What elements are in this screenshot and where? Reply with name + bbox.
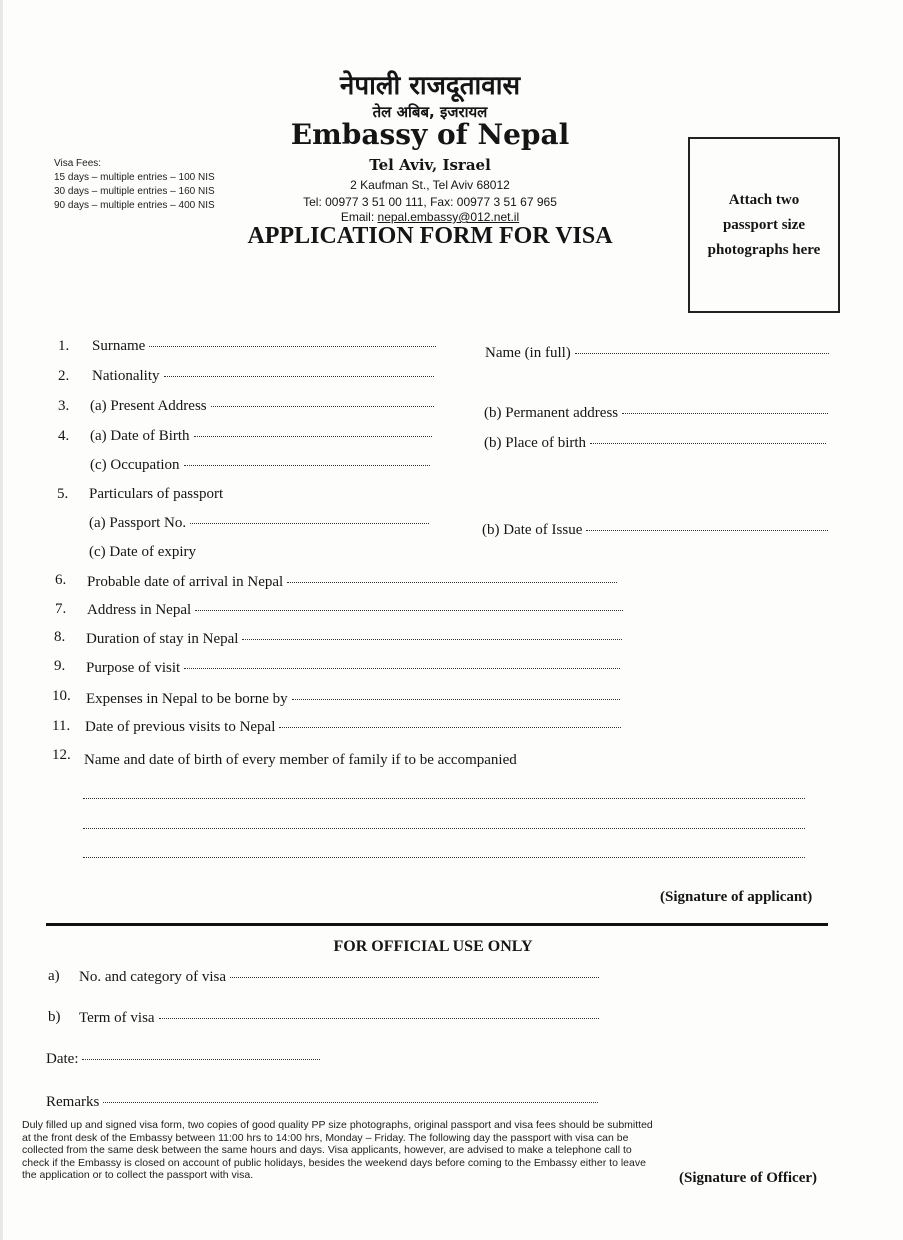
- item-number: 7.: [55, 601, 67, 617]
- name-full-field[interactable]: [485, 345, 829, 362]
- item-number: 8.: [54, 629, 66, 645]
- nationality-field[interactable]: [92, 368, 434, 385]
- submission-note: Duly filled up and signed visa form, two copies of good quality PP size photographs, original passport and visa fees should be submitted at the front desk of the Embassy between 11:00 hrs to 14:00 hrs, Monday – Friday. The following day the passport with visa can be collected from the same desk between the same hours and days. Visa applicants, however, are advised to make a telephone call to check if the Embassy is closed on account of public holidays, besides the weekend days before coming to the Embassy either to leave the application or to collect the passport with visa.: [22, 1119, 653, 1181]
- nationality-input[interactable]: [164, 375, 435, 377]
- form-title: APPLICATION FORM FOR VISA: [247, 223, 613, 249]
- passport-no-label: (a) Passport No.: [89, 515, 187, 531]
- arrival-field[interactable]: [87, 574, 617, 591]
- embassy-address: 2 Kaufman St., Tel Aviv 68012: [350, 178, 510, 192]
- previous-visits-field[interactable]: [85, 719, 621, 736]
- expenses-input[interactable]: [292, 698, 620, 700]
- arrival-input[interactable]: [287, 581, 617, 583]
- occupation-input[interactable]: [184, 464, 430, 466]
- name-full-label: Name (in full): [485, 345, 571, 361]
- item-number: 9.: [54, 658, 66, 674]
- remarks-input[interactable]: [103, 1101, 598, 1103]
- place-of-birth-label: (b) Place of birth: [484, 435, 587, 451]
- nepali-title: नेपाली राजदूतावास: [339, 71, 521, 101]
- item-number: 3.: [58, 398, 70, 414]
- occupation-label: (c) Occupation: [90, 457, 180, 473]
- official-item-letter: b): [48, 1009, 61, 1025]
- dob-label: (a) Date of Birth: [90, 428, 190, 444]
- item-number: 4.: [58, 428, 70, 444]
- page-edge: [0, 0, 3, 1240]
- email-label: Email:: [340, 210, 375, 224]
- official-date-label: Date:: [46, 1051, 79, 1067]
- place-of-birth-input[interactable]: [590, 442, 826, 444]
- item-number: 12.: [52, 747, 71, 763]
- nepali-city: तेल अबिब, इजरायल: [372, 103, 488, 121]
- embassy-telfax: Tel: 00977 3 51 00 111, Fax: 00977 3 51 67 965: [303, 195, 557, 209]
- term-input[interactable]: [159, 1017, 599, 1019]
- official-date-field[interactable]: [46, 1051, 320, 1068]
- occupation-field[interactable]: [90, 457, 430, 474]
- family-label: Name and date of birth of every member of family if to be accompanied: [84, 752, 517, 768]
- signature-officer: (Signature of Officer): [679, 1170, 818, 1186]
- duration-field[interactable]: [86, 631, 622, 648]
- dob-field[interactable]: [90, 428, 432, 445]
- nationality-label: Nationality: [92, 368, 160, 384]
- visa-fees: [54, 157, 215, 213]
- arrival-label: Probable date of arrival in Nepal: [87, 574, 284, 590]
- family-input-line[interactable]: [83, 798, 805, 799]
- item-number: 5.: [57, 486, 69, 502]
- visa-fee-item: 30 days – multiple entries – 160 NIS: [54, 186, 215, 197]
- duration-input[interactable]: [242, 638, 622, 640]
- remarks-field[interactable]: [46, 1094, 598, 1111]
- section-divider: [46, 923, 828, 926]
- permanent-address-input[interactable]: [622, 412, 828, 414]
- photo-box: [688, 137, 840, 313]
- address-nepal-input[interactable]: [195, 609, 623, 611]
- purpose-input[interactable]: [184, 667, 620, 669]
- purpose-label: Purpose of visit: [86, 660, 181, 676]
- previous-visits-label: Date of previous visits to Nepal: [85, 719, 276, 735]
- item-number: 10.: [52, 688, 71, 704]
- item-number: 2.: [58, 368, 70, 384]
- expenses-label: Expenses in Nepal to be borne by: [86, 691, 288, 707]
- present-address-field[interactable]: [90, 398, 434, 415]
- permanent-address-label: (b) Permanent address: [484, 405, 619, 421]
- date-of-issue-field[interactable]: [482, 522, 828, 539]
- address-nepal-field[interactable]: [87, 602, 623, 619]
- official-item-letter: a): [48, 968, 60, 984]
- present-address-input[interactable]: [211, 405, 434, 407]
- surname-input[interactable]: [149, 345, 436, 347]
- surname-label: Surname: [92, 338, 146, 354]
- visa-fees-heading: Visa Fees:: [54, 158, 102, 169]
- visa-fee-item: 15 days – multiple entries – 100 NIS: [54, 172, 215, 183]
- address-nepal-label: Address in Nepal: [87, 602, 192, 618]
- expenses-field[interactable]: [86, 691, 620, 708]
- item-number: 11.: [52, 718, 71, 734]
- embassy-name: Embassy of Nepal: [290, 118, 570, 151]
- family-input-line[interactable]: [83, 828, 805, 829]
- place-of-birth-field[interactable]: [484, 435, 826, 452]
- family-input-line[interactable]: [83, 857, 805, 858]
- official-use-heading: FOR OFFICIAL USE ONLY: [333, 938, 533, 955]
- visa-category-field[interactable]: [79, 969, 599, 986]
- embassy-city: Tel Aviv, Israel: [369, 156, 491, 174]
- duration-label: Duration of stay in Nepal: [86, 631, 239, 647]
- item-number: 1.: [58, 338, 70, 354]
- previous-visits-input[interactable]: [279, 726, 621, 728]
- date-of-issue-label: (b) Date of Issue: [482, 522, 583, 538]
- item-number: 6.: [55, 572, 67, 588]
- embassy-email: [200, 210, 660, 224]
- visa-category-label: No. and category of visa: [79, 969, 227, 985]
- permanent-address-field[interactable]: [484, 405, 828, 422]
- email-link[interactable]: nepal.embassy@012.net.il: [377, 210, 520, 224]
- passport-no-field[interactable]: [89, 515, 429, 532]
- photo-box-text: Attach two passport size photographs here: [707, 191, 821, 258]
- signature-applicant: (Signature of applicant): [660, 889, 813, 905]
- visa-category-input[interactable]: [230, 976, 599, 978]
- passport-no-input[interactable]: [190, 522, 429, 524]
- remarks-label: Remarks: [46, 1094, 100, 1110]
- official-date-input[interactable]: [82, 1058, 320, 1060]
- purpose-field[interactable]: [86, 660, 620, 677]
- particulars-heading: Particulars of passport: [89, 486, 224, 502]
- date-of-expiry-label: (c) Date of expiry: [89, 544, 197, 560]
- surname-field[interactable]: [92, 338, 436, 355]
- date-of-issue-input[interactable]: [586, 529, 828, 531]
- dob-input[interactable]: [194, 435, 432, 437]
- name-full-input[interactable]: [575, 352, 829, 354]
- present-address-label: (a) Present Address: [90, 398, 207, 414]
- term-field[interactable]: [79, 1010, 599, 1027]
- visa-fee-item: 90 days – multiple entries – 400 NIS: [54, 200, 215, 211]
- term-label: Term of visa: [79, 1010, 155, 1026]
